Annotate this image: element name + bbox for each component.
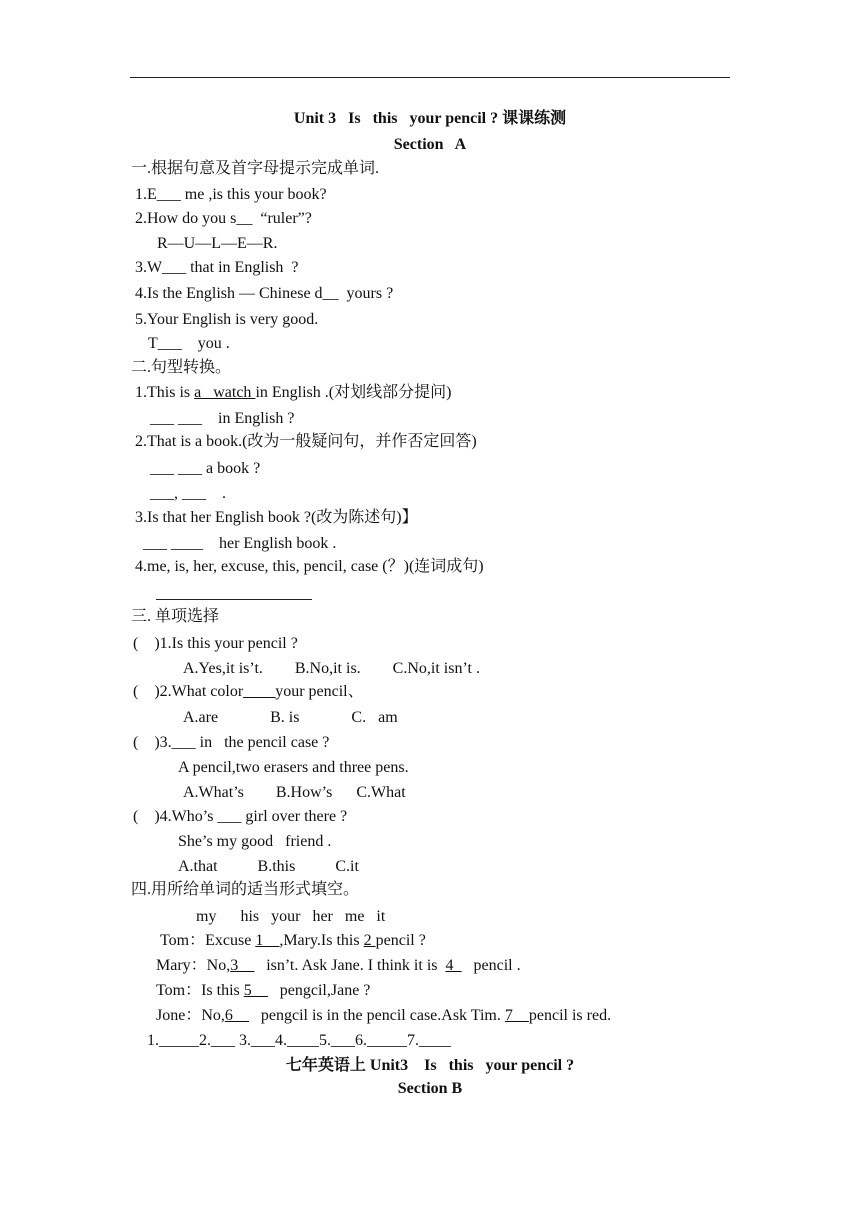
- part4-word-bank: my his your her me it: [196, 908, 386, 925]
- part2-answer-3: ___ ____ her English book .: [143, 535, 337, 552]
- part4-dialogue-line-3: Tom：Is this 5__ pengcil,Jane ?: [156, 982, 371, 999]
- part2-answer-4-line: [156, 599, 312, 600]
- worksheet-title: Unit 3 Is this your pencil ? 课课练测: [293, 110, 567, 127]
- part1-item-3: 3.W___ that in English ?: [135, 259, 299, 276]
- section-b-title: 七年英语上 Unit3 Is this your pencil ?: [285, 1057, 575, 1074]
- part4-heading: 四.用所给单词的适当形式填空。: [131, 881, 360, 898]
- part3-options-1: A.Yes,it is’t. B.No,it is. C.No,it isn’t .: [183, 660, 480, 677]
- part3-context-3: A pencil,two erasers and three pens.: [178, 759, 409, 776]
- part4-dialogue-line-2: Mary：No,3__ isn’t. Ask Jane. I think it is 4_ pencil .: [156, 957, 521, 974]
- part1-item-1: 1.E___ me ,is this your book?: [135, 186, 327, 203]
- part3-question-3: ( )3.___ in the pencil case ?: [133, 734, 330, 751]
- part3-heading: 三. 单项选择: [131, 608, 220, 625]
- part2-answer-2b: ___, ___ .: [150, 485, 226, 502]
- part3-context-4: She’s my good friend .: [178, 833, 332, 850]
- part3-question-2: ( )2.What color____your pencil、: [133, 683, 364, 700]
- part2-question-4: 4.me, is, her, excuse, this, pencil, case (？)(连词成句): [135, 558, 484, 575]
- part2-question-2: 2.That is a book.(改为一般疑问句，并作否定回答): [135, 433, 477, 450]
- part1-item-5: 5.Your English is very good.: [135, 311, 319, 328]
- part2-question-3: 3.Is that her English book ?(改为陈述句)】: [135, 509, 418, 526]
- part4-dialogue-line-4: Jone：No,6__ pengcil is in the pencil case.Ask Tim. 7__pencil is red.: [156, 1007, 612, 1024]
- part2-answer-1: ___ ___ in English ?: [150, 410, 295, 427]
- part1-item-4: 4.Is the English — Chinese d__ yours ?: [135, 285, 394, 302]
- part1-heading: 一.根据句意及首字母提示完成单词.: [131, 160, 380, 177]
- part3-question-1: ( )1.Is this your pencil ?: [133, 635, 298, 652]
- part4-answer-blanks: 1._____2.___ 3.___4.____5.___6._____7.____: [147, 1032, 451, 1049]
- top-rule: [130, 77, 730, 78]
- part2-answer-2a: ___ ___ a book ?: [150, 460, 261, 477]
- section-b-heading: Section B: [397, 1080, 463, 1097]
- part1-item-5-reply: T___ you .: [148, 335, 230, 352]
- part2-heading: 二.句型转换。: [131, 359, 232, 376]
- part2-question-1: 1.This is a watch in English .(对划线部分提问): [135, 384, 452, 401]
- part1-item-2-spelling: R—U—L—E—R.: [157, 235, 278, 252]
- part3-options-4: A.that B.this C.it: [178, 858, 359, 875]
- section-a-heading: Section A: [393, 136, 467, 153]
- part1-item-2: 2.How do you s__ “ruler”?: [135, 210, 312, 227]
- part3-options-2: A.are B. is C. am: [183, 709, 398, 726]
- part4-dialogue-line-1: Tom：Excuse 1__,Mary.Is this 2 pencil ?: [160, 932, 426, 949]
- part3-options-3: A.What’s B.How’s C.What: [183, 784, 406, 801]
- part3-question-4: ( )4.Who’s ___ girl over there ?: [133, 808, 348, 825]
